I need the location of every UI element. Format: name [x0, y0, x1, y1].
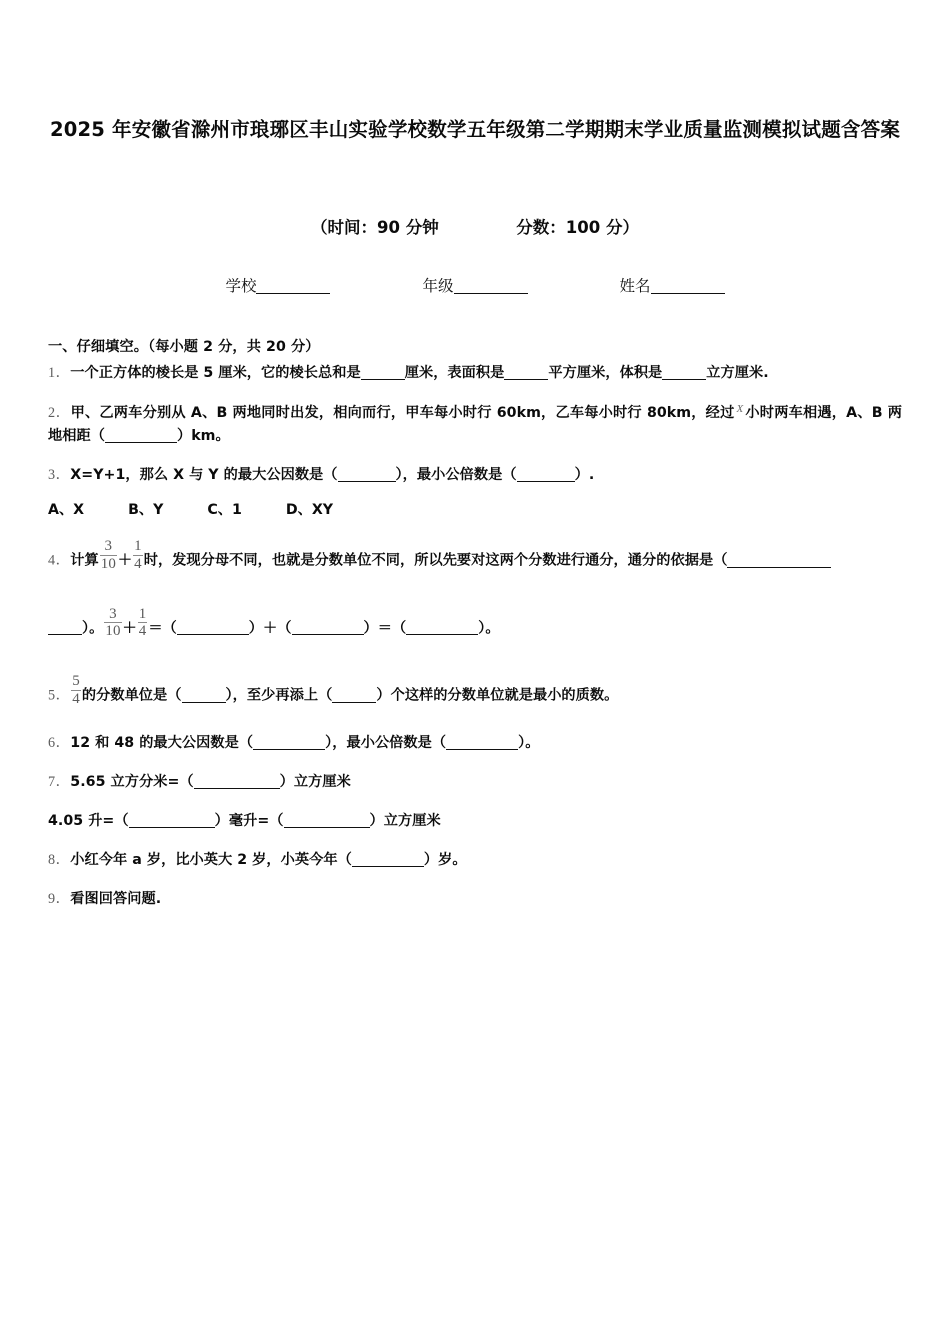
question-1-number: 1． — [48, 365, 71, 381]
fraction-denominator: 4 — [138, 623, 147, 640]
grade-label: 年级 — [422, 277, 454, 295]
question-4-number: 4． — [48, 552, 71, 569]
exam-score-label: 分数：100 分） — [516, 218, 639, 237]
student-id-line — [48, 238, 902, 296]
question-4-continuation — [48, 601, 902, 643]
question-7-blank-2[interactable] — [129, 814, 215, 828]
question-2-variable: X — [736, 403, 744, 415]
question-5-gap — [48, 642, 902, 668]
question-4-text-c: ）。 — [82, 620, 104, 637]
fraction-numerator: 3 — [100, 539, 117, 556]
question-1 — [48, 356, 902, 385]
question-7 — [48, 755, 902, 794]
question-4-blank-1-tail[interactable] — [48, 621, 82, 635]
question-4-text-b: 时，发现分母不同，也就是分数单位不同，所以先要对这两个分数进行通分，通分的依据是（ — [143, 552, 728, 569]
page-title: 2025 年安徽省滁州市琅琊区丰山实验学校数学五年级第二学期期末学业质量监测模拟试题含答案 — [49, 118, 901, 141]
fraction-numerator: 3 — [104, 607, 121, 624]
fraction-numerator: 1 — [138, 605, 147, 622]
question-6-number: 6． — [48, 734, 71, 751]
question-6-blank-1[interactable] — [253, 736, 325, 750]
question-4-eq-mid: ）＋（ — [248, 620, 292, 637]
question-9 — [48, 872, 902, 911]
question-5-number: 5． — [48, 687, 71, 704]
question-4-eq-equals: ＝（ — [148, 620, 177, 637]
option-c[interactable]: C、1 — [207, 502, 242, 518]
question-8-text-a: 小红今年 a 岁，比小英大 2 岁，小英今年（ — [70, 851, 352, 868]
question-7-blank-1[interactable] — [194, 775, 280, 789]
question-3-text-a: X=Y+1，那么 X 与 Y 的最大公因数是（ — [70, 467, 338, 483]
question-7-text-a: 5.65 立方分米=（ — [70, 773, 194, 790]
name-label: 姓名 — [619, 277, 651, 295]
school-field — [225, 274, 330, 296]
question-4-eq-mid2: ）＝（ — [363, 620, 407, 637]
question-7-line2-text-b: ）毫升=（ — [214, 812, 284, 829]
fraction-denominator: 4 — [134, 555, 142, 572]
school-blank[interactable] — [256, 293, 330, 294]
option-d[interactable]: D、XY — [285, 502, 334, 518]
question-7-line2-text-a: 4.05 升=（ — [48, 812, 129, 829]
question-8-number: 8． — [48, 851, 71, 868]
question-8-blank-1[interactable] — [352, 853, 424, 867]
question-4-fraction-2 — [133, 539, 143, 573]
question-7-number: 7． — [48, 773, 71, 790]
fraction-numerator: 5 — [72, 673, 80, 690]
question-3-blank-2[interactable] — [517, 468, 575, 482]
question-1-blank-1[interactable] — [361, 366, 405, 380]
question-1-blank-3[interactable] — [662, 366, 706, 380]
question-3-blank-1[interactable] — [338, 468, 396, 482]
name-blank[interactable] — [651, 293, 725, 294]
fraction-denominator: 4 — [72, 690, 80, 707]
question-7-line2 — [48, 794, 902, 833]
question-2-text-a: 甲、乙两车分别从 A、B 两地同时出发，相向而行，甲车每小时行 60km，乙车每小时行 80km，经过 — [70, 405, 735, 421]
grade-blank[interactable] — [454, 293, 528, 294]
question-5-blank-1[interactable] — [182, 689, 226, 703]
question-9-number: 9． — [48, 890, 71, 907]
option-b[interactable]: B、Y — [128, 502, 164, 518]
question-4-blank-2[interactable] — [177, 621, 249, 635]
question-5-blank-2[interactable] — [332, 689, 376, 703]
question-1-text-c: 平方厘米，体积是 — [548, 365, 663, 381]
question-5-text-a: 的分数单位是（ — [81, 687, 182, 704]
question-2-number: 2． — [48, 405, 71, 421]
fraction-denominator: 10 — [100, 555, 116, 572]
name-field — [620, 274, 725, 296]
question-6-text-c: ）。 — [518, 734, 540, 751]
question-4-blank-1[interactable] — [727, 554, 831, 568]
question-8-text-b: ）岁。 — [423, 851, 467, 868]
question-6-text-a: 12 和 48 的最大公因数是（ — [70, 734, 254, 751]
question-5 — [48, 668, 902, 710]
question-3-text-c: ）. — [574, 467, 595, 483]
question-6-text-b: ），最小公倍数是（ — [325, 734, 447, 751]
question-1-text-b: 厘米，表面积是 — [404, 365, 505, 381]
question-4-plus: ＋ — [117, 552, 133, 569]
question-1-text-d: 立方厘米. — [706, 365, 769, 381]
question-2-blank-1[interactable] — [105, 429, 177, 443]
question-6-blank-2[interactable] — [446, 736, 518, 750]
question-4-text-a: 计算 — [70, 552, 99, 569]
question-5-text-b: ），至少再添上（ — [225, 687, 333, 704]
question-5-fraction — [71, 674, 81, 708]
question-2 — [48, 385, 902, 448]
question-3-options — [48, 487, 902, 519]
question-4 — [48, 519, 902, 575]
question-4-blank-3[interactable] — [292, 621, 364, 635]
question-4-eq-fraction-2 — [138, 607, 148, 641]
question-6 — [48, 710, 902, 755]
exam-time-label: （时间：90 分钟 — [311, 218, 439, 237]
question-3-text-b: ），最小公倍数是（ — [395, 467, 517, 483]
section-heading-1: 一、仔细填空。（每小题 2 分，共 20 分） — [48, 339, 320, 355]
fraction-denominator: 10 — [105, 623, 121, 640]
question-2-text-c: ）km。 — [176, 428, 230, 444]
question-9-text-a: 看图回答问题. — [70, 890, 162, 907]
question-4-fraction-1 — [100, 539, 117, 573]
question-4-eq-plus: ＋ — [122, 620, 137, 637]
question-4-gap — [48, 575, 902, 601]
question-1-blank-2[interactable] — [504, 366, 548, 380]
question-3 — [48, 448, 902, 487]
grade-field — [422, 274, 527, 296]
question-2-text-b: 小时两车相遇，A、B 两地相距（ — [48, 405, 902, 444]
question-4-blank-4[interactable] — [406, 621, 478, 635]
option-a[interactable]: A、X — [48, 502, 85, 518]
question-7-blank-3[interactable] — [284, 814, 370, 828]
question-3-number: 3． — [48, 467, 71, 483]
school-label: 学校 — [225, 277, 257, 295]
question-4-eq-end: ）。 — [478, 620, 500, 637]
question-1-text-a: 一个正方体的棱长是 5 厘米，它的棱长总和是 — [70, 365, 361, 381]
question-7-line2-text-c: ）立方厘米 — [369, 812, 441, 829]
question-4-eq-fraction-1 — [104, 607, 121, 641]
exam-meta-line — [48, 152, 902, 238]
fraction-numerator: 1 — [134, 538, 142, 554]
question-5-text-c: ）个这样的分数单位就是最小的质数。 — [376, 687, 619, 704]
question-8 — [48, 833, 902, 872]
question-7-text-b: ）立方厘米 — [279, 773, 351, 790]
